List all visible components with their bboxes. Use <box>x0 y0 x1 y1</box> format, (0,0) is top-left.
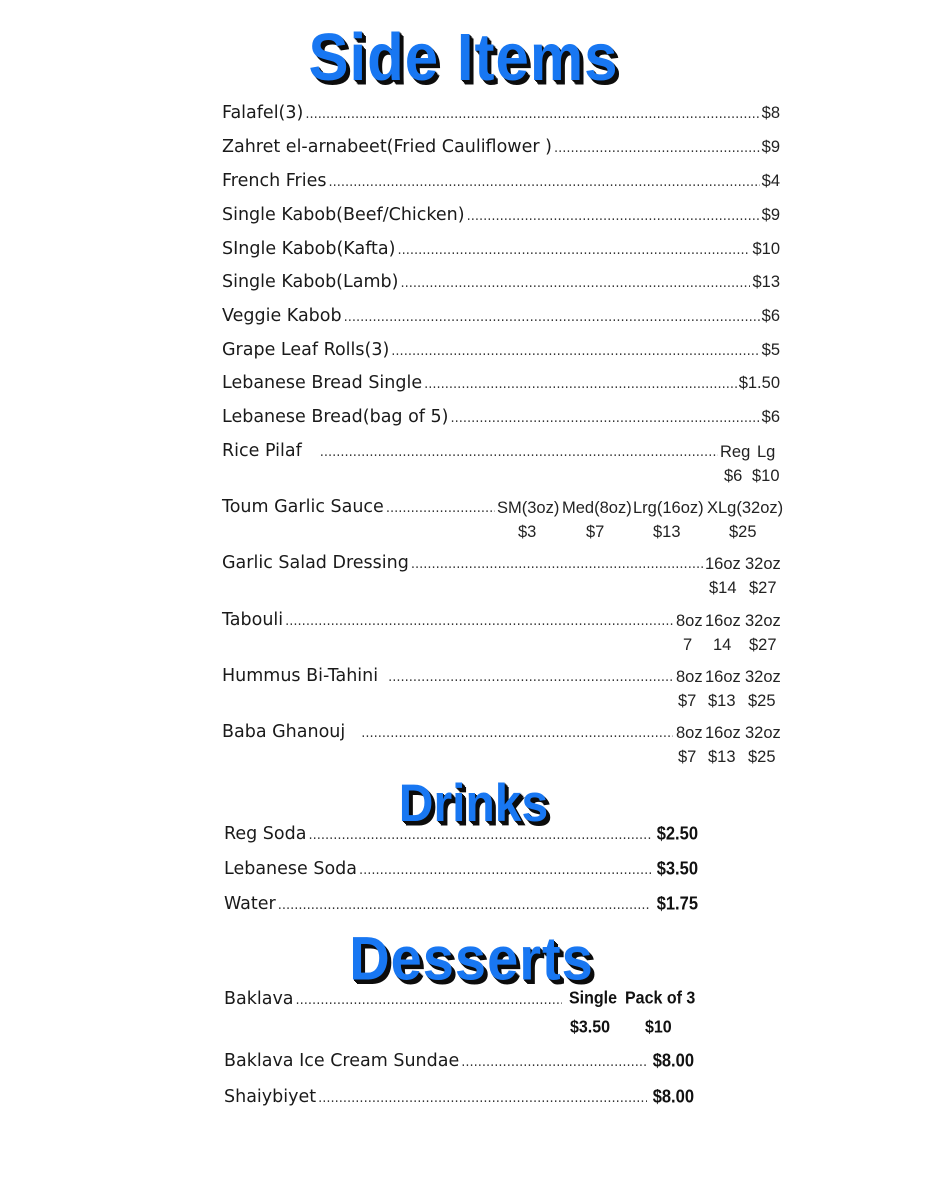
item-price: $10 <box>752 240 780 258</box>
menu-item-shaiybiyet <box>224 1087 694 1107</box>
size-label: Med(8oz) <box>562 499 632 517</box>
size-price: $27 <box>749 579 777 597</box>
size-price: $10 <box>752 467 780 485</box>
size-price: $13 <box>708 692 736 710</box>
size-price: $3 <box>518 523 537 541</box>
item-price: $8.00 <box>652 1051 694 1071</box>
item-label: Lebanese Soda <box>224 859 357 879</box>
menu-item-grape-leaf-rolls <box>222 340 780 360</box>
item-label: Veggie Kabob <box>222 306 342 326</box>
dot-leader <box>361 726 673 741</box>
item-label: Tabouli <box>222 610 284 630</box>
size-label: Reg <box>720 443 751 461</box>
menu-item-veggie-kabob <box>222 306 780 326</box>
item-price: $1.75 <box>656 894 698 914</box>
dot-leader <box>344 310 760 325</box>
size-price: $3.50 <box>570 1018 611 1037</box>
menu-item-bread-bag <box>222 407 780 427</box>
menu-item-kabob-beef-chicken <box>222 205 780 225</box>
item-price: $4 <box>761 172 780 190</box>
size-price: $7 <box>678 748 697 766</box>
size-price: $25 <box>748 692 776 710</box>
size-price: $25 <box>729 523 757 541</box>
dot-leader <box>461 1055 646 1070</box>
item-price: $2.50 <box>656 824 698 844</box>
size-price: $7 <box>678 692 697 710</box>
size-label: 16oz <box>705 668 741 686</box>
item-label: Toum Garlic Sauce <box>222 497 384 517</box>
menu-item-tabouli <box>222 610 675 630</box>
item-label: Reg Soda <box>224 824 307 844</box>
size-label: 16oz <box>705 612 741 630</box>
menu-item-baklava-sundae <box>224 1051 694 1071</box>
size-price: $27 <box>749 636 777 654</box>
size-label: 32oz <box>745 724 781 742</box>
item-price: $9 <box>761 138 780 156</box>
menu-item-french-fries <box>222 171 780 191</box>
item-label: SIngle Kabob(Kafta) <box>222 239 396 259</box>
size-label: 32oz <box>745 612 781 630</box>
dot-leader <box>278 898 651 913</box>
desserts-heading: Desserts <box>349 923 594 993</box>
dot-leader <box>424 377 737 392</box>
item-price: $1.50 <box>738 374 780 392</box>
dot-leader <box>388 670 673 685</box>
menu-item-rice-pilaf <box>222 441 720 461</box>
menu-item-kabob-kafta <box>222 239 780 259</box>
menu-item-bread-single <box>222 373 780 393</box>
menu-item-reg-soda <box>224 824 698 844</box>
size-price: $6 <box>724 467 743 485</box>
size-price: $7 <box>586 523 605 541</box>
size-label: Pack of 3 <box>625 989 696 1008</box>
dot-leader <box>450 411 759 426</box>
item-price: $13 <box>752 273 780 291</box>
item-label: Lebanese Bread(bag of 5) <box>222 407 449 427</box>
item-price: $6 <box>761 307 780 325</box>
size-price: $10 <box>645 1018 672 1037</box>
item-label: Zahret el-arnabeet(Fried Cauliflower ) <box>222 137 552 157</box>
size-label: 32oz <box>745 668 781 686</box>
size-label: XLg(32oz) <box>707 499 784 517</box>
size-price: 7 <box>683 636 693 654</box>
menu-item-fried-cauliflower <box>222 137 780 157</box>
item-price: $8.00 <box>652 1087 694 1107</box>
item-label: Single Kabob(Beef/Chicken) <box>222 205 465 225</box>
dot-leader <box>554 141 760 156</box>
size-price: $25 <box>748 748 776 766</box>
size-label: 8oz <box>676 612 703 630</box>
item-label: Garlic Salad Dressing <box>222 553 409 573</box>
dot-leader <box>467 209 760 224</box>
drinks-heading: Drinks <box>398 774 549 833</box>
size-price: 14 <box>713 636 732 654</box>
item-label: Single Kabob(Lamb) <box>222 272 399 292</box>
dot-leader <box>359 863 651 878</box>
size-price: $14 <box>709 579 737 597</box>
menu-item-garlic-dressing <box>222 553 705 573</box>
dot-leader <box>296 993 562 1008</box>
size-label: 16oz <box>705 555 741 573</box>
size-label: Lg <box>757 443 776 461</box>
item-label: Water <box>224 894 276 914</box>
item-label: Baba Ghanouj <box>222 722 346 742</box>
dot-leader <box>386 501 495 516</box>
item-label: Shaiybiyet <box>224 1087 317 1107</box>
dot-leader <box>305 107 759 122</box>
item-label: Baklava Ice Cream Sundae <box>224 1051 460 1071</box>
item-label: Lebanese Bread Single <box>222 373 423 393</box>
dot-leader <box>318 1091 647 1106</box>
dot-leader <box>320 445 718 460</box>
dot-leader <box>411 557 703 572</box>
item-label: Falafel(3) <box>222 103 304 123</box>
item-label: Baklava <box>224 989 294 1009</box>
menu-item-baba-ghanouj <box>222 722 675 742</box>
size-label: SM(3oz) <box>497 499 560 517</box>
menu-item-falafel <box>222 103 780 123</box>
dot-leader <box>397 243 750 258</box>
item-price: $3.50 <box>656 859 698 879</box>
dot-leader <box>328 175 759 190</box>
item-label: French Fries <box>222 171 327 191</box>
item-price: $5 <box>761 341 780 359</box>
dot-leader <box>400 276 750 291</box>
menu-item-water <box>224 894 698 914</box>
item-label: Grape Leaf Rolls(3) <box>222 340 390 360</box>
size-label: 16oz <box>705 724 741 742</box>
size-label: 8oz <box>676 724 703 742</box>
dot-leader <box>285 614 673 629</box>
item-price: $9 <box>761 206 780 224</box>
dot-leader <box>391 344 759 359</box>
size-label: Lrg(16oz) <box>633 499 704 517</box>
item-label: Rice Pilaf <box>222 441 302 461</box>
side-items-heading: Side Items <box>308 19 619 95</box>
menu-item-hummus <box>222 666 675 686</box>
menu-item-toum <box>222 497 497 517</box>
item-label: Hummus Bi-Tahini <box>222 666 379 686</box>
menu-item-kabob-lamb <box>222 272 780 292</box>
dot-leader <box>308 828 650 843</box>
size-label: Single <box>569 989 618 1008</box>
menu-item-baklava <box>224 989 564 1009</box>
size-price: $13 <box>653 523 681 541</box>
size-label: 8oz <box>676 668 703 686</box>
item-price: $8 <box>761 104 780 122</box>
size-label: 32oz <box>745 555 781 573</box>
size-price: $13 <box>708 748 736 766</box>
menu-item-lebanese-soda <box>224 859 698 879</box>
item-price: $6 <box>761 408 780 426</box>
